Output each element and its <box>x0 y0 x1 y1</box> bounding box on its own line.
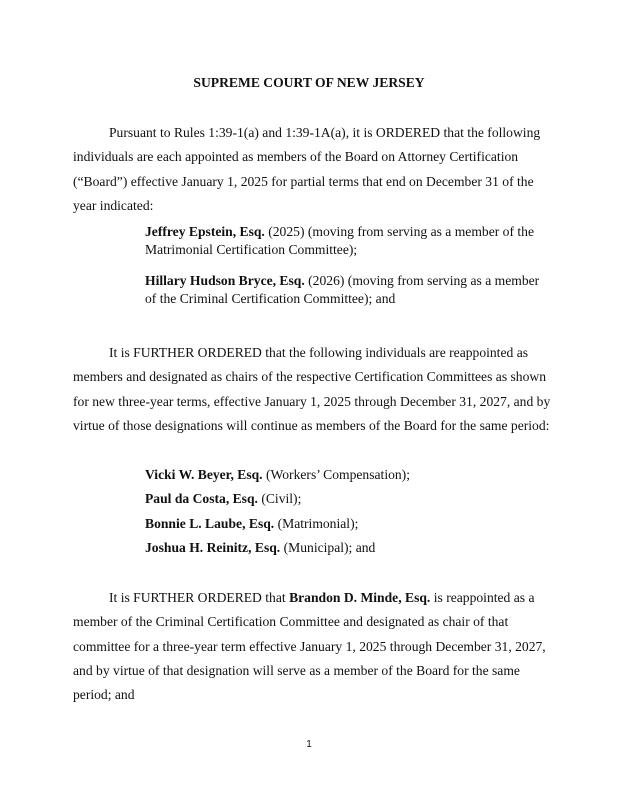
appointee-detail: (2025) (moving from serving as a member of the Matrimonial Certification Committee); <box>145 224 534 257</box>
order-paragraph-3 <box>73 586 551 707</box>
appointee-detail: (2026) (moving from serving as a member of the Criminal Certification Committee); and <box>145 273 540 306</box>
reappointee-name: Brandon D. Minde, Esq. <box>289 590 431 605</box>
chair-name: Vicki W. Beyer, Esq. <box>145 467 263 482</box>
chair-name: Joshua H. Reinitz, Esq. <box>145 539 281 555</box>
chair-committee: (Workers’ Compensation); <box>262 467 410 482</box>
order-paragraph-3-after: is reappointed as a member of the Criminal Certification Committee and designated as chair of that committee for a three-year term effective January 1, 2025 through December 31, 2027, and by virtue of that designation will serve as a member of the Board for the same period; and <box>73 590 546 703</box>
appointee-entry-1 <box>145 223 550 258</box>
appointee-name: Hillary Hudson Bryce, Esq. <box>145 273 305 288</box>
chair-list <box>145 463 550 560</box>
appointee-name: Jeffrey Epstein, Esq. <box>145 224 265 239</box>
court-title: SUPREME COURT OF NEW JERSEY <box>193 75 425 90</box>
order-paragraph-1 <box>73 121 551 218</box>
order-paragraph-1-text: Pursuant to Rules 1:39-1(a) and 1:39-1A(a), it is ORDERED that the following individuals are each appointed as members of the Board on Attorney Certification (“Board”) effective January 1, 2025 for partial terms that end on December 31 of the year indicated: <box>73 125 541 213</box>
chair-committee: (Matrimonial); <box>274 515 359 531</box>
chair-committee: (Municipal); and <box>280 539 376 555</box>
order-paragraph-2 <box>73 341 551 438</box>
chair-entry <box>145 512 550 536</box>
page-number: 1 <box>306 739 312 750</box>
order-paragraph-2-text: It is FURTHER ORDERED that the following individuals are reappointed as members and designated as chairs of the respective Certification Committees as shown for new three-year terms, effective January 1, 2025 through December 31, 2027, and by virtue of those designations will continue as members of the Board for the same period: <box>73 345 551 433</box>
appointee-entry-2 <box>145 272 550 307</box>
chair-committee: (Civil); <box>257 491 302 507</box>
chair-entry <box>145 487 550 511</box>
chair-name: Paul da Costa, Esq. <box>145 491 258 507</box>
chair-name: Bonnie L. Laube, Esq. <box>145 515 275 531</box>
order-paragraph-3-before: It is FURTHER ORDERED that <box>109 590 290 605</box>
chair-entry <box>145 463 550 487</box>
chair-entry <box>145 536 550 560</box>
